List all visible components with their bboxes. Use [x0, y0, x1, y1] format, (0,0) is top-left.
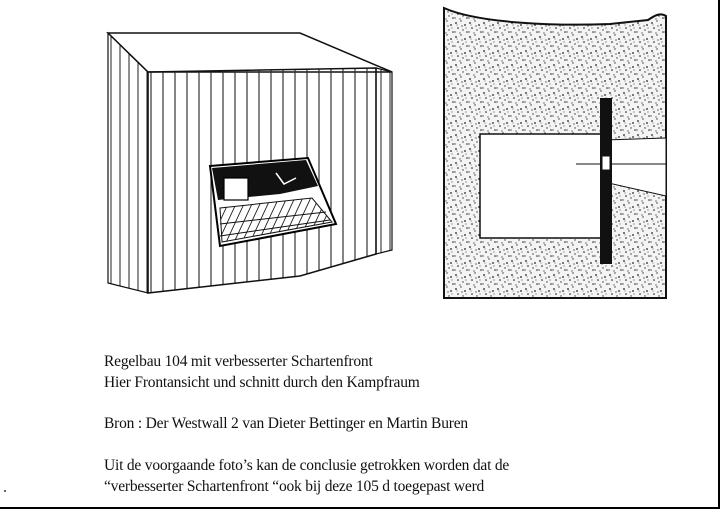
caption-source: Bron : Der Westwall 2 van Dieter Bettinger en Martin Buren: [104, 415, 468, 432]
caption-title: Regelbau 104 mit verbesserter Schartenfront: [104, 353, 373, 370]
conclusion-line-1: Uit de voorgaande foto’s kan de conclusie getrokken worden dat de: [104, 457, 510, 474]
caption-subtitle: Hier Frontansicht und schnitt durch den Kampfraum: [104, 374, 420, 391]
scan-speck: [4, 490, 6, 492]
conclusion-line-2: “verbesserter Schartenfront “ook bij deze 105 d toegepast werd: [104, 478, 485, 495]
section-view-drawing: [440, 6, 672, 302]
front-view-drawing: [100, 28, 400, 298]
